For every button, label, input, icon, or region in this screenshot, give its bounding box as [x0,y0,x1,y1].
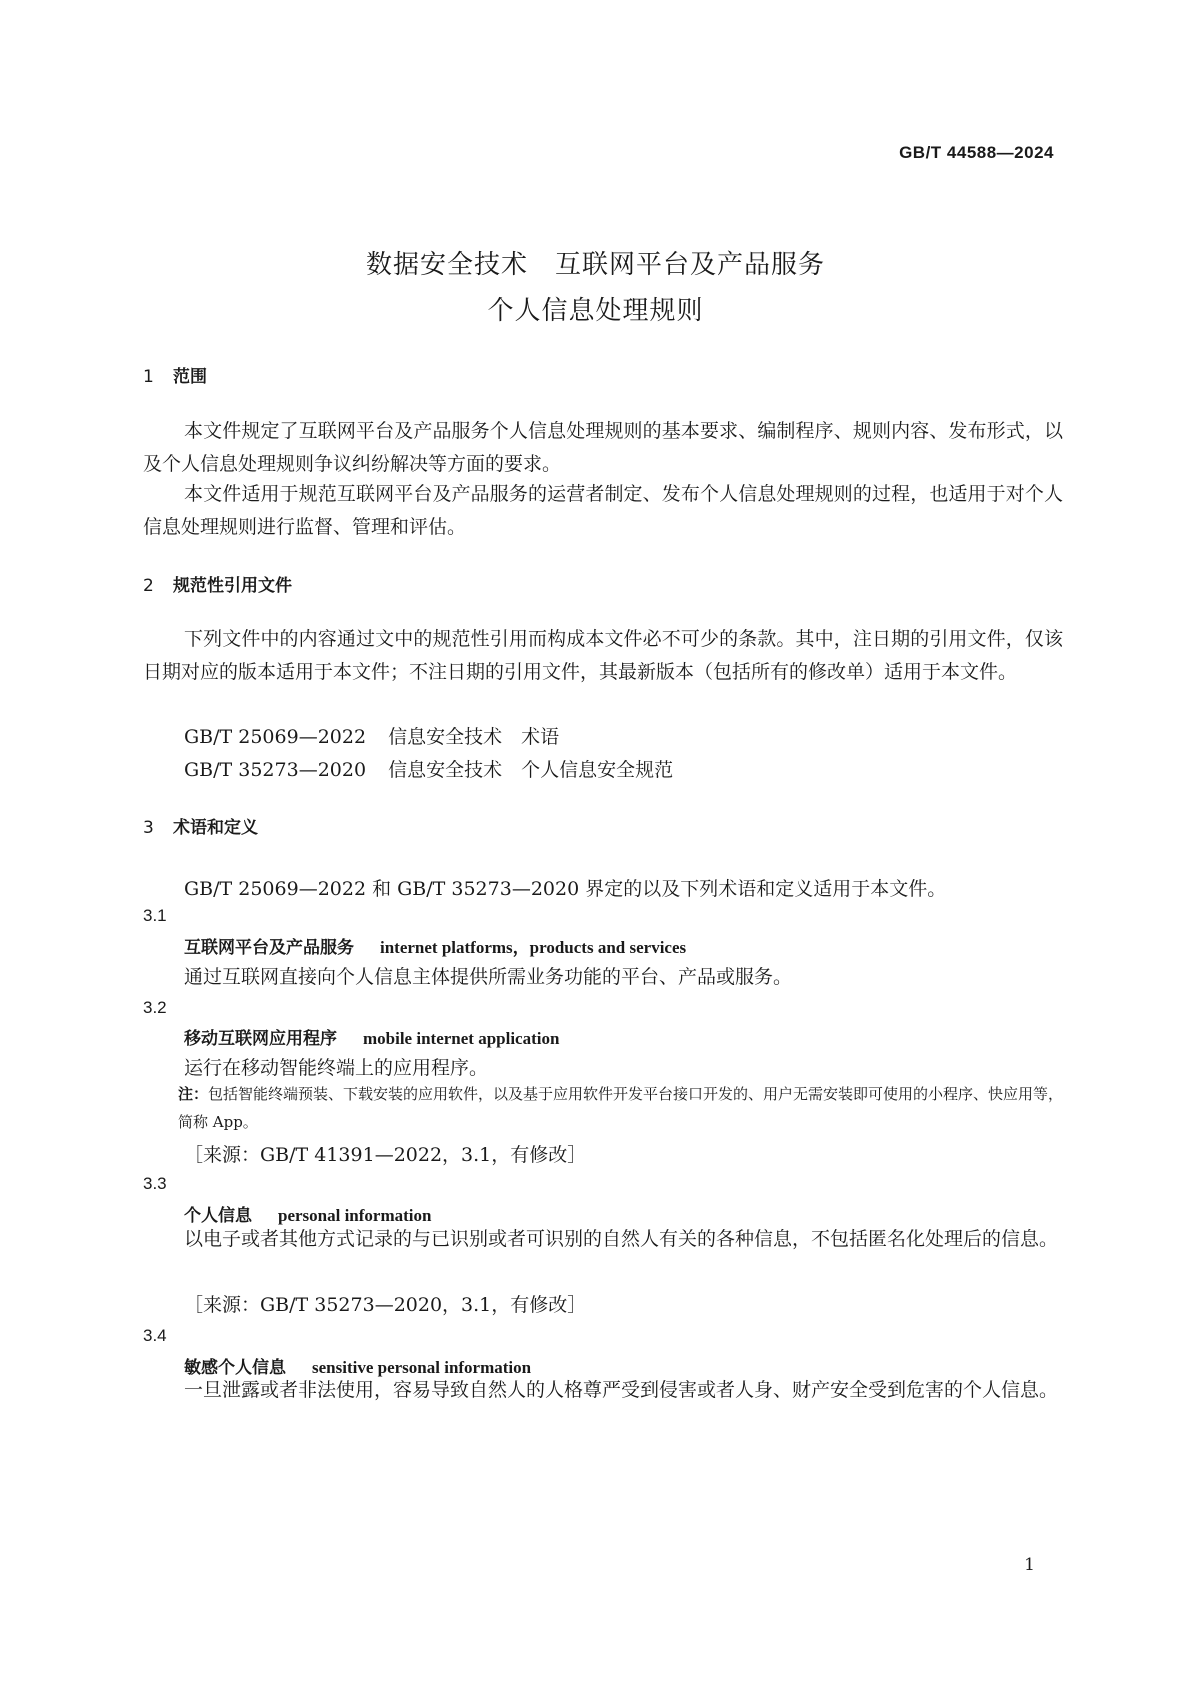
section-2-paragraph-1: 下列文件中的内容通过文中的规范性引用而构成本文件必不可少的条款。其中，注日期的引用文件，仅该日期对应的版本适用于本文件；不注日期的引用文件，其最新版本（包括所有的修改单）适用于本文件。 [143,628,1063,683]
term-definition: 通过互联网直接向个人信息主体提供所需业务功能的平台、产品或服务。 [184,966,793,988]
term-definition: 一旦泄露或者非法使用，容易导致自然人的人格尊严受到侵害或者人身、财产安全受到危害的个人信息。 [184,1379,1059,1401]
document-title-line-2: 个人信息处理规则 [487,296,704,326]
reference-code: GB/T 25069—2022 [184,726,367,748]
term-definition: 以电子或者其他方式记录的与已识别或者可识别的自然人有关的各种信息，不包括匿名化处理后的信息。 [184,1228,1059,1250]
term-source: ［来源：GB/T 35273—2020，3.1，有修改］ [184,1294,587,1316]
term-english: internet platforms，products and services [380,938,687,957]
term-entry [184,933,686,958]
section-3-intro: GB/T 25069—2022 和 GB/T 35273—2020 界定的以及下列术语和定义适用于本文件。 [184,878,947,900]
section-1-paragraph-2: 本文件适用于规范互联网平台及产品服务的运营者制定、发布个人信息处理规则的过程，也适用于对个人信息处理规则进行监督、管理和评估。 [143,483,1063,538]
term-chinese: 个人信息 [184,1206,252,1226]
term-number: 3.4 [143,1326,167,1345]
term-chinese: 敏感个人信息 [184,1358,286,1378]
term-number: 3.3 [143,1174,167,1193]
section-number: 2 [143,576,154,596]
page-number: 1 [1024,1555,1035,1575]
term-number: 3.2 [143,998,167,1017]
term-chinese: 移动互联网应用程序 [184,1029,337,1049]
section-2-heading [143,571,292,596]
term-chinese: 互联网平台及产品服务 [184,938,354,958]
term-english: sensitive personal information [312,1358,532,1377]
term-entry [184,1024,559,1049]
note-label: 注： [178,1085,209,1103]
section-1-paragraph-1: 本文件规定了互联网平台及产品服务个人信息处理规则的基本要求、编制程序、规则内容、发布形式，以及个人信息处理规则争议纠纷解决等方面的要求。 [143,420,1063,475]
normative-reference [184,722,559,749]
document-title-line-1: 数据安全技术 互联网平台及产品服务 [365,250,825,280]
section-title: 范围 [173,367,207,387]
term-english: personal information [278,1206,432,1225]
section-number: 3 [143,818,154,838]
term-source: ［来源：GB/T 41391—2022，3.1，有修改］ [184,1144,587,1166]
reference-code: GB/T 35273—2020 [184,759,367,781]
term-note [178,1080,1064,1136]
note-text: 包括智能终端预装、下载安装的应用软件，以及基于应用软件开发平台接口开发的、用户无需安装即可使用的小程序、快应用等，简称 App。 [178,1085,1064,1131]
section-1-heading [143,362,207,387]
normative-reference [184,755,673,782]
term-definition: 运行在移动智能终端上的应用程序。 [184,1057,489,1079]
section-3-heading [143,813,258,838]
reference-title: 信息安全技术 个人信息安全规范 [388,759,674,781]
term-number: 3.1 [143,906,167,925]
reference-title: 信息安全技术 术语 [388,726,560,748]
section-title: 规范性引用文件 [173,576,292,596]
term-english: mobile internet application [363,1029,560,1048]
section-title: 术语和定义 [173,818,258,838]
section-number: 1 [143,367,154,387]
standard-number: GB/T 44588—2024 [899,143,1054,162]
